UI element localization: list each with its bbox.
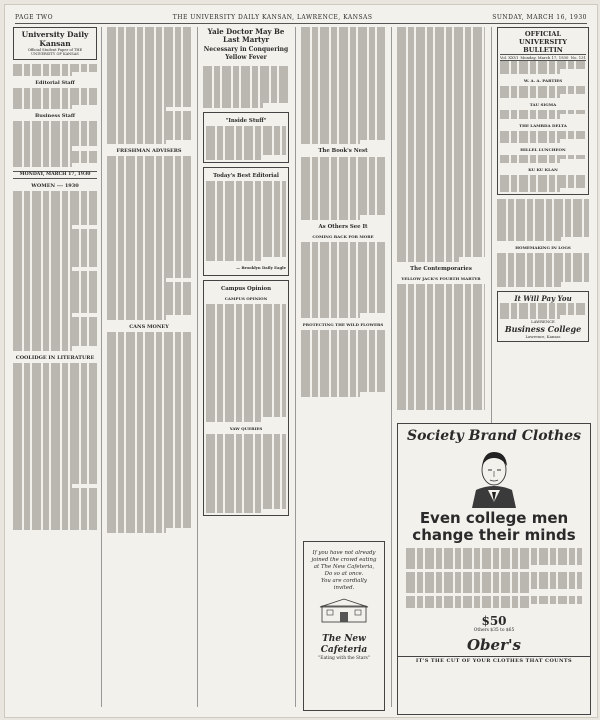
- contemporaries-heading: The Contemporaries: [410, 265, 472, 272]
- editorial-dateline: MONDAY, MARCH 17, 1930: [13, 171, 97, 179]
- page-number: PAGE TWO: [15, 13, 53, 21]
- col6-article: [497, 199, 589, 286]
- yale-body: [203, 66, 289, 108]
- cafeteria-name: The New Cafeteria: [320, 634, 368, 655]
- campus-opinion-subheading: CAMPUS OPINION: [224, 296, 268, 302]
- campus-opinion-heading: Campus Opinion: [220, 285, 272, 292]
- nameplate-box: [13, 27, 97, 60]
- bulletin-meta: [500, 54, 586, 61]
- todays-editorial-heading: Today's Best Editorial: [213, 172, 279, 179]
- cans-heading: CANS MONEY: [129, 323, 169, 330]
- yaw-queries-heading: YAW QUERIES: [229, 425, 263, 431]
- newspaper-page: [4, 4, 598, 718]
- inside-stuff-box: [203, 112, 289, 163]
- yellow-jack-heading: YELLOW JACK'S FOURTH MARTYR: [401, 276, 481, 282]
- bulletin-title: OFFICIAL UNIVERSITY BULLETIN: [519, 30, 567, 54]
- store-logo: Ober's: [466, 636, 522, 655]
- notice-heading: THE LAMBDA DELTA: [519, 122, 567, 128]
- business-heading: Business Staff: [34, 113, 76, 120]
- others-heading: As Others See It: [318, 223, 368, 230]
- editorial-heading: WOMEN --- 1930: [31, 183, 79, 190]
- freshman-body: [107, 156, 191, 319]
- protecting-heading: PROTECTING THE WILD FLOWERS: [302, 321, 384, 327]
- yale-subheadline: Necessary in Conquering Yellow Fever: [203, 45, 289, 62]
- notice-heading: TAU SIGMA: [529, 102, 557, 108]
- nameplate-subtitle: Official Student Paper of THE UNIVERSITY OF KANSAS: [27, 48, 83, 57]
- ad-headline-line-1: Even college men: [419, 509, 569, 527]
- notice-heading: W. A. A. PARTIES: [523, 77, 563, 83]
- protecting-body: [301, 330, 385, 397]
- notice-heading: KU KU KLAN: [528, 167, 558, 173]
- homemaking-heading: HOMEMAKING IN LOGS: [515, 245, 571, 251]
- cafeteria-tagline: "Eating with the Stars": [318, 656, 370, 661]
- bulletin-box: [497, 27, 589, 195]
- column-1: [13, 27, 97, 707]
- coming-back-heading: COMING BACK FOR MORE: [312, 234, 374, 240]
- campus-opinion-box: [203, 280, 289, 516]
- issue-date: SUNDAY, MARCH 16, 1930: [492, 13, 587, 21]
- business-college-ad: [497, 291, 589, 343]
- brand-name: Society Brand Clothes: [406, 428, 582, 444]
- books-nest-heading: The Book's Nest: [318, 148, 368, 155]
- business-college-name: Business College: [504, 324, 582, 335]
- inside-stuff-heading: "Inside Stuff": [225, 117, 267, 124]
- col2-article-top: [107, 27, 191, 144]
- coolidge-heading: COOLIDGE IN LITERATURE: [15, 354, 95, 361]
- man-portrait-illustration: [466, 446, 522, 508]
- bulletin-number: No. 131: [570, 55, 586, 60]
- coming-back-body: [301, 242, 385, 317]
- staff-heading: Editorial Staff: [35, 80, 75, 87]
- bulletin-volume: Vol. XXVI: [500, 55, 518, 60]
- todays-editorial-box: [203, 167, 289, 276]
- yellow-jack-body: [397, 284, 485, 410]
- col4-article-top: [301, 27, 385, 144]
- coolidge-body: [13, 363, 97, 531]
- column-rule: [101, 27, 102, 707]
- column-5: [397, 27, 485, 417]
- ad-price-range: Others $35 to $65: [473, 628, 515, 634]
- column-3: [203, 27, 289, 707]
- bulletin-date: Monday, March 17, 1930: [520, 55, 569, 60]
- cafeteria-ad: [303, 541, 385, 711]
- books-body: [301, 157, 385, 220]
- editorial-credit: — Brooklyn Daily Eagle: [236, 264, 286, 270]
- business-college-place: Lawrence, Kansas: [525, 334, 561, 340]
- nameplate-title: University Daily Kansan: [21, 30, 89, 48]
- ad-price: $50: [481, 614, 507, 629]
- column-rule: [295, 27, 296, 707]
- page-masthead: [15, 11, 587, 24]
- business-college-city: LAWRENCE: [531, 319, 555, 325]
- notice-heading: HILLEL LUNCHEON: [520, 147, 566, 153]
- yale-headline: Yale Doctor May Be Last Martyr: [207, 27, 285, 45]
- staff-list: [13, 64, 97, 168]
- ad-footer-slogan: IT'S THE CUT OF YOUR CLOTHES THAT COUNTS: [398, 656, 590, 664]
- paper-title: THE UNIVERSITY DAILY KANSAN, LAWRENCE, KANSAS: [172, 13, 373, 21]
- cafeteria-copy: If you have not already joined the crowd eating at The New Cafeteria, Do so at once. You are cordially invited.: [311, 550, 377, 591]
- it-will-pay-heading: It Will Pay You: [514, 293, 572, 303]
- editorial-body: [13, 191, 97, 350]
- ad-body-copy: [398, 548, 590, 608]
- column-rule: [391, 27, 392, 707]
- column-rule: [197, 27, 198, 707]
- ad-headline-line-2: change their minds: [412, 526, 576, 544]
- col5-article-top: [397, 27, 485, 262]
- freshman-heading: FRESHMAN ADVISERS: [116, 148, 182, 155]
- column-2: [107, 27, 191, 707]
- column-6: [497, 27, 589, 417]
- society-brand-ad: [397, 423, 591, 715]
- cans-body: [107, 332, 191, 533]
- cafeteria-building-icon: [314, 598, 374, 624]
